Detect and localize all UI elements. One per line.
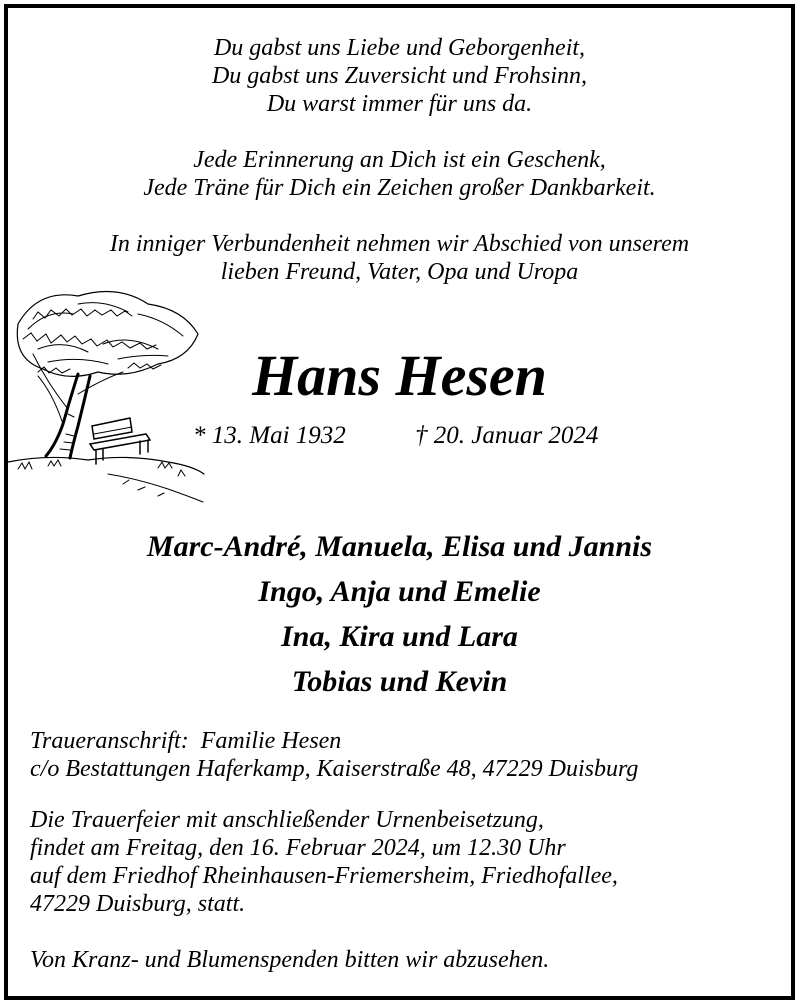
family-line: Ingo, Anja und Emelie [258,575,541,608]
verse-1-line: Du gabst uns Liebe und Geborgenheit, [213,35,586,61]
mourning-address-line: c/o Bestattungen Haferkamp, Kaiserstraße 48, 47229 Duisburg [30,756,639,782]
family-line: Marc-André, Manuela, Elisa und Jannis [146,530,653,563]
ceremony-line: 47229 Duisburg, statt. [30,891,246,917]
farewell-intro-line: lieben Freund, Vater, Opa und Uropa [220,259,579,285]
family-members [8,524,791,704]
ceremony-line: auf dem Friedhof Rheinhausen-Friemersheim, Friedhofallee, [30,863,618,889]
verse-2 [8,146,791,202]
mourning-address-line: Traueranschrift: Familie Hesen [30,728,342,754]
obituary-notice [4,4,795,1000]
ceremony-details [30,806,618,918]
farewell-intro [8,230,791,286]
death-date: † 20. Januar 2024 [415,422,599,449]
mourning-address [30,727,638,783]
verse-2-line: Jede Träne für Dich ein Zeichen großer Dankbarkeit. [143,175,656,201]
flower-donation-note: Von Kranz- und Blumenspenden bitten wir abzusehen. [30,947,550,973]
verse-1-line: Du gabst uns Zuversicht und Frohsinn, [211,63,588,89]
farewell-intro-line: In inniger Verbundenheit nehmen wir Abschied von unserem [109,231,690,257]
family-line: Tobias und Kevin [291,665,508,698]
ceremony-line: Die Trauerfeier mit anschließender Urnenbeisetzung, [30,807,544,833]
family-line: Ina, Kira und Lara [281,620,518,653]
verse-1-line: Du warst immer für uns da. [266,91,533,117]
verse-1 [8,34,791,118]
deceased-name: Hans Hesen [252,343,547,408]
verse-2-line: Jede Erinnerung an Dich ist ein Geschenk, [193,147,606,173]
birth-date: * 13. Mai 1932 [193,422,346,449]
ceremony-line: findet am Freitag, den 16. Februar 2024, um 12.30 Uhr [30,835,566,861]
